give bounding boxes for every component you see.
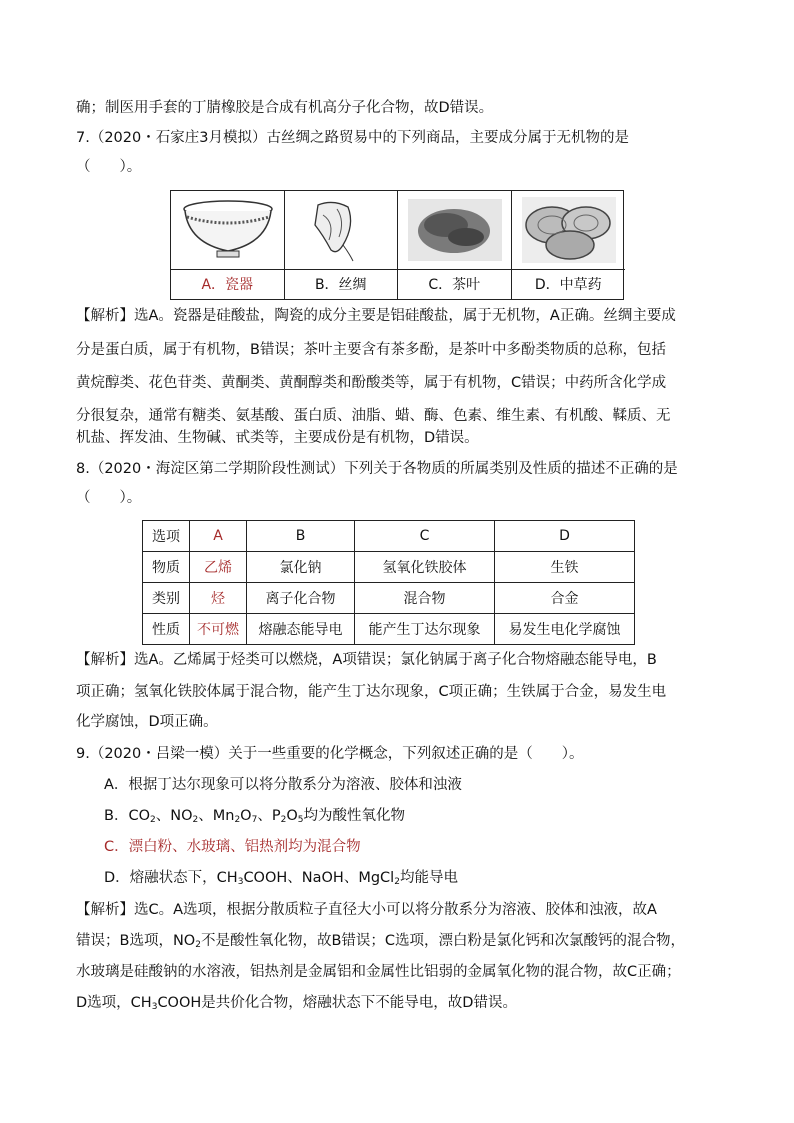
question-8-table — [142, 520, 635, 645]
question-7-image-table — [170, 190, 624, 300]
table-row — [143, 552, 635, 583]
answer-8-line-1: 【解析】选A。乙烯属于烃类可以燃烧，A项错误；氯化钠属于离子化合物熔融态能导电，B — [76, 652, 657, 668]
question-9-option-b: B．$CO_2$、$NO_2$、$Mn_2O_7$、$P_2O_5$均为酸性氧化物 — [104, 808, 405, 825]
tea-leaves-icon — [406, 195, 504, 267]
answer-7-line-5: 机盐、挥发油、生物碱、甙类等，主要成份是有机物，D错误。 — [76, 430, 479, 446]
answer-7-line-1: 【解析】选A。瓷器是硅酸盐，陶瓷的成分主要是铝硅酸盐，属于无机物，A正确。丝绸主要成 — [76, 308, 676, 324]
answer-7-line-4: 分很复杂，通常有糖类、氨基酸、蛋白质、油脂、蜡、酶、色素、维生素、有机酸、鞣质、无 — [76, 408, 671, 424]
option-a-label: A．瓷器 — [201, 277, 254, 293]
answer-9-line-1: 【解析】选C。A选项，根据分散质粒子直径大小可以将分散系分为溶液、胶体和浊液，故A — [76, 902, 657, 918]
table-cell: 氯化钠 — [247, 552, 355, 583]
option-c-label: C．茶叶 — [428, 277, 481, 293]
option-b-label: B．丝绸 — [314, 277, 367, 293]
option-c-cell — [398, 191, 512, 299]
table-cell: 不可燃 — [190, 614, 247, 645]
table-cell: 熔融态能导电 — [247, 614, 355, 645]
table-cell: 选项 — [143, 521, 190, 552]
table-cell: 易发生电化学腐蚀 — [495, 614, 635, 645]
table-cell: 离子化合物 — [247, 583, 355, 614]
table-cell: 生铁 — [495, 552, 635, 583]
answer-9-line-2: 错误；B选项，$NO_2$不是酸性氧化物，故B错误；C选项，漂白粉是氯化钙和次氯酸钙的混合物， — [76, 933, 686, 950]
answer-9-line-4: D选项，$CH_3COOH$是共价化合物，熔融状态下不能导电，故D错误。 — [76, 995, 517, 1012]
previous-answer-line: 确；制医用手套的丁腈橡胶是合成有机高分子化合物，故D错误。 — [76, 100, 494, 116]
table-cell: A — [190, 521, 247, 552]
question-8-stem: 8.（2020・海淀区第二学期阶段性测试）下列关于各物质的所属类别及性质的描述不正确的是 — [76, 461, 678, 477]
herbal-slices-icon — [520, 195, 618, 267]
question-9-stem: 9.（2020・吕梁一模）关于一些重要的化学概念，下列叙述正确的是（ ）。 — [76, 746, 584, 762]
table-cell: 氢氧化铁胶体 — [355, 552, 495, 583]
table-cell: C — [355, 521, 495, 552]
question-8-blank: （ ）。 — [76, 490, 142, 506]
option-b-cell — [285, 191, 399, 299]
question-9-option-d: D．熔融状态下，$CH_3COOH$、NaOH、MgCl$_2$均能导电 — [104, 870, 458, 887]
table-row — [143, 521, 635, 552]
table-cell: 乙烯 — [190, 552, 247, 583]
question-9-option-c: C．漂白粉、水玻璃、铝热剂均为混合物 — [104, 839, 361, 855]
answer-9-line-3: 水玻璃是硅酸钠的水溶液，铝热剂是金属铝和金属性比铝弱的金属氧化物的混合物，故C正确； — [76, 964, 681, 980]
question-7-blank: （ ）。 — [76, 159, 142, 175]
option-a-cell — [171, 191, 285, 299]
answer-7-line-2: 分是蛋白质，属于有机物，B错误；茶叶主要含有茶多酚，是茶叶中多酚类物质的总称，包括 — [76, 342, 666, 358]
table-cell: 类别 — [143, 583, 190, 614]
table-cell: 混合物 — [355, 583, 495, 614]
table-cell: B — [247, 521, 355, 552]
silk-cloth-icon — [293, 195, 391, 267]
table-cell: 烃 — [190, 583, 247, 614]
table-cell: 能产生丁达尔现象 — [355, 614, 495, 645]
table-cell: D — [495, 521, 635, 552]
option-d-label: D．中草药 — [534, 277, 602, 293]
porcelain-bowl-icon — [179, 195, 277, 267]
answer-7-line-3: 黄烷醇类、花色苷类、黄酮类、黄酮醇类和酚酸类等，属于有机物，C错误；中药所含化学成 — [76, 375, 667, 391]
answer-8-line-2: 项正确；氢氧化铁胶体属于混合物，能产生丁达尔现象，C项正确；生铁属于合金，易发生电 — [76, 684, 667, 700]
table-cell: 性质 — [143, 614, 190, 645]
table-row — [143, 614, 635, 645]
table-cell: 合金 — [495, 583, 635, 614]
question-7-stem: 7.（2020・石家庄3月模拟）古丝绸之路贸易中的下列商品，主要成分属于无机物的是 — [76, 130, 629, 146]
table-row — [143, 583, 635, 614]
table-cell: 物质 — [143, 552, 190, 583]
question-9-option-a: A．根据丁达尔现象可以将分散系分为溶液、胶体和浊液 — [104, 777, 462, 793]
option-d-cell — [512, 191, 626, 299]
answer-8-line-3: 化学腐蚀，D项正确。 — [76, 714, 218, 730]
